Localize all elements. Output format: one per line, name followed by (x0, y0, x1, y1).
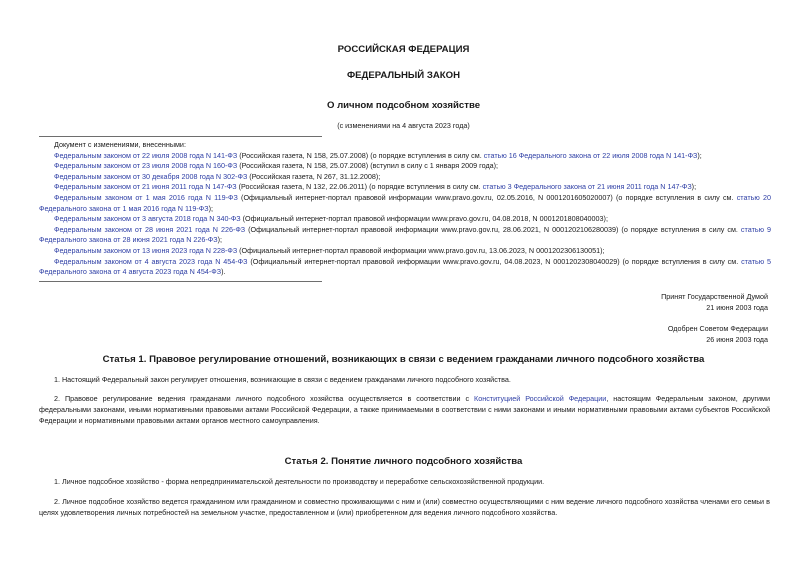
change-ref-link[interactable]: статью 3 Федерального закона от 21 июня 2011 года N 147-ФЗ (482, 182, 692, 192)
change-ref-link[interactable]: статью 16 Федерального закона от 22 июля 2008 года N 141-ФЗ (483, 150, 698, 160)
change-source-text: (Официальный интернет-портал правовой информации www.pravo.gov.ru, 28.06.2021, N 0001202106280039) (о порядке вступления в силу см. (245, 224, 741, 234)
change-law-link[interactable]: Федеральным законом от 21 июня 2011 года N 147-ФЗ (54, 182, 237, 192)
change-item (39, 193, 771, 214)
adoption-duma-label: Принят Государственной Думой (661, 292, 768, 301)
adoption-duma-date: 21 июня 2003 года (706, 302, 768, 312)
adoption-council-date: 26 июня 2003 года (706, 334, 768, 344)
divider-top (39, 136, 322, 137)
change-source-text: (Официальный интернет-портал правовой информации www.pravo.gov.ru, 02.05.2016, N 0001201605020007) (о порядке вступления в силу см. (237, 192, 737, 202)
change-tail-text: ); (697, 150, 702, 160)
change-source-text: (Официальный интернет-портал правовой информации www.pravo.gov.ru, 04.08.2023, N 0001202308040029) (о порядке вступления в силу см. (247, 256, 742, 266)
change-item (39, 246, 771, 257)
constitution-link[interactable]: Конституцией Российской Федерации (474, 394, 607, 403)
changes-block (39, 140, 771, 278)
change-item (39, 214, 771, 225)
change-item (39, 172, 771, 183)
article-1-paragraph-1: 1. Настоящий Федеральный закон регулирует отношения, возникающие в связи с ведением гражданами личного подсобного хозяйства. (54, 375, 511, 384)
change-tail-text: ); (691, 182, 697, 192)
change-ref-link[interactable]: статью 9 Федерального закона от 28 июня 2021 года N 226-ФЗ (39, 224, 771, 245)
article-1-title: Статья 1. Правовое регулирование отношений, возникающих в связи с ведением гражданами личного подсобного хозяйства (102, 354, 705, 365)
change-tail-text: ); (217, 235, 222, 245)
change-law-link[interactable]: Федеральным законом от 28 июня 2021 года N 226-ФЗ (54, 224, 246, 234)
adoption-council (668, 324, 768, 346)
change-law-link[interactable]: Федеральным законом от 3 августа 2018 года N 340-ФЗ (54, 214, 241, 224)
article-1-p2-text: 2. Правовое регулирование ведения гражданами личного подсобного хозяйства осуществляется в соответствии с (54, 394, 475, 403)
change-law-link[interactable]: Федеральным законом от 1 мая 2016 года N 119-ФЗ (54, 192, 238, 202)
amendment-date: (с изменениями на 4 августа 2023 года) (337, 121, 470, 130)
article-1-paragraph-2 (39, 394, 770, 426)
change-item (39, 225, 771, 246)
changes-intro: Документ с изменениями, внесенными: (54, 140, 186, 149)
change-ref-link[interactable]: статью 20 Федерального закона от 1 мая 2016 года N 119-ФЗ (39, 192, 771, 213)
change-source-text: (Официальный интернет-портал правовой информации www.pravo.gov.ru, 04.08.2018, N 0001201808040003); (240, 214, 608, 224)
article-2-paragraph-1: 1. Личное подсобное хозяйство - форма непредпринимательской деятельности по производству и переработке сельскохозяйственной продукции. (54, 477, 545, 486)
law-title: О личном подсобном хозяйстве (326, 100, 481, 111)
adoption-council-label: Одобрен Советом Федерации (667, 324, 768, 333)
article-2-title: Статья 2. Понятие личного подсобного хозяйства (284, 456, 523, 467)
change-ref-link[interactable]: статью 5 Федерального закона от 4 августа 2023 года N 454-ФЗ (39, 256, 771, 277)
change-law-link[interactable]: Федеральным законом от 22 июля 2008 года N 141-ФЗ (54, 150, 238, 160)
article-1-p2-text-cont: , настоящим Федеральным законом, другими федеральными законами, иными нормативными правовыми актами Российской Федерации, а также принимаемыми в соответствии с ними законами и иными нормативными правовыми актами субъектов Российской Федерации и нормативными правовыми актами органов местного самоуправления. (39, 394, 770, 425)
divider-bottom (39, 281, 322, 282)
change-source-text: (Российская газета, N 132, 22.06.2011) (о порядке вступления в силу см. (236, 182, 483, 192)
adoption-duma (661, 292, 768, 314)
changes-list (39, 151, 771, 278)
change-item (39, 161, 771, 172)
change-law-link[interactable]: Федеральным законом от 13 июня 2023 года N 228-ФЗ (54, 245, 238, 255)
change-law-link[interactable]: Федеральным законом от 23 июля 2008 года N 160-ФЗ (54, 161, 238, 171)
change-source-text: (Российская газета, N 158, 25.07.2008) (вступил в силу с 1 января 2009 года); (237, 161, 499, 171)
header-law-type: ФЕДЕРАЛЬНЫЙ ЗАКОН (346, 70, 461, 81)
change-source-text: (Официальный интернет-портал правовой информации www.pravo.gov.ru, 13.06.2023, N 0001202306130051); (237, 245, 605, 255)
change-tail-text: ). (221, 267, 226, 277)
change-item (39, 151, 771, 162)
change-law-link[interactable]: Федеральным законом от 30 декабря 2008 года N 302-ФЗ (54, 171, 248, 181)
change-law-link[interactable]: Федеральным законом от 4 августа 2023 года N 454-ФЗ (54, 256, 248, 266)
header-country: РОССИЙСКАЯ ФЕДЕРАЦИЯ (337, 44, 470, 55)
change-tail-text: ); (208, 203, 213, 213)
change-item (39, 257, 771, 278)
change-item (39, 182, 771, 193)
change-source-text: (Российская газета, N 267, 31.12.2008); (247, 171, 381, 181)
article-2-paragraph-2: 2. Личное подсобное хозяйство ведется гражданином или гражданином и совместно проживающими с ним и (или) совместно осуществляющими с ним ведение личного подсобного хозяйства членами его семьи в целях удовлетворения личных потребностей на земельном участке, предоставленном и (или) приобретенном для ведения личного подсобного хозяйства. (39, 497, 770, 517)
change-source-text: (Российская газета, N 158, 25.07.2008) (о порядке вступления в силу см. (237, 150, 484, 160)
